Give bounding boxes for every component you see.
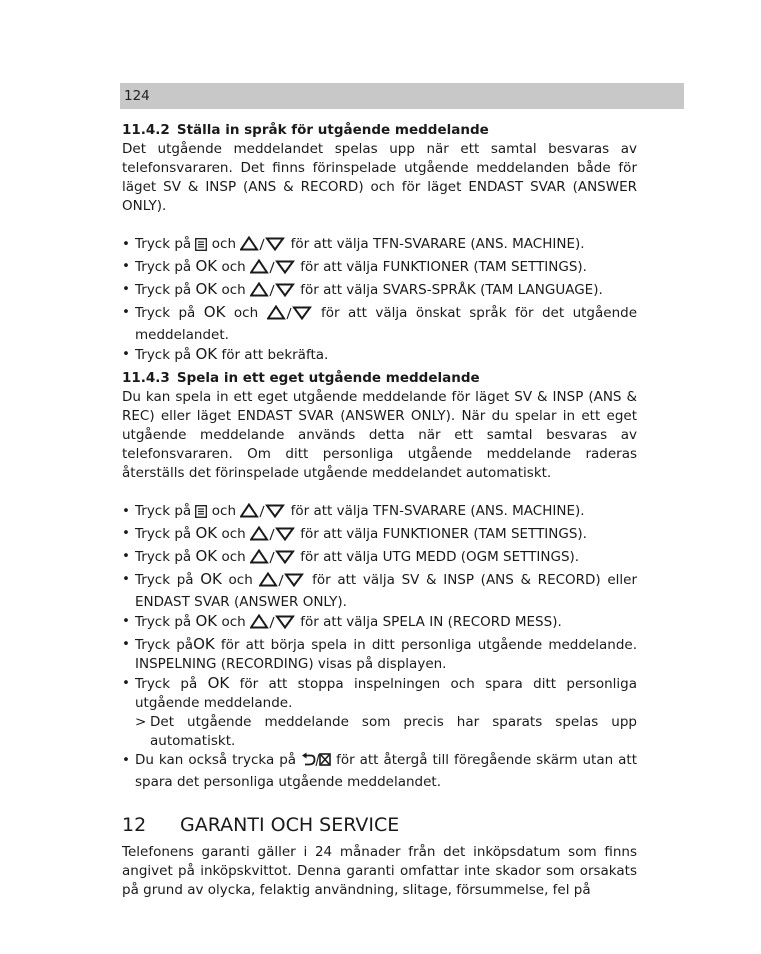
menu-key-icon bbox=[195, 238, 207, 257]
step-list bbox=[122, 751, 637, 792]
up-down-arrows-icon bbox=[259, 572, 305, 593]
step-list bbox=[122, 502, 637, 713]
up-down-arrows-icon bbox=[250, 282, 296, 303]
section-heading-11-4-2 bbox=[122, 121, 637, 140]
up-down-arrows-icon bbox=[250, 526, 296, 547]
list-item: • Tryck på OK och för att välja FUNKTIONER (TAM SETTINGS). bbox=[122, 257, 637, 280]
ok-key-icon: OK bbox=[195, 257, 218, 275]
list-item: • Tryck på OK och för att välja SV & INSP (ANS & RECORD) eller ENDAST SVAR (ANSWER ONLY). bbox=[122, 570, 637, 612]
list-item: • Du kan också trycka på för att återgå till föregående skärm utan att spara det personliga utgående meddelandet. bbox=[122, 751, 637, 792]
list-item: • Tryck på OK för att stoppa inspelningen och spara ditt personliga utgående meddelande. bbox=[122, 674, 637, 713]
ok-key-icon: OK bbox=[203, 303, 226, 321]
sub-note-marker: > bbox=[135, 714, 147, 730]
back-clear-key-icon bbox=[301, 752, 331, 773]
section-intro: Du kan spela in ett eget utgående meddelande för läget SV & INSP (ANS & REC) eller läget ENDAST SVAR (ANSWER ONLY). När du spelar in ett eget utgående meddelande används detta när ett samtal besvaras av telefonsvararen. Om ditt personliga utgående meddelande raderas återställs det förinspelade utgående meddelandet automatiskt. bbox=[122, 389, 637, 481]
sub-note bbox=[122, 713, 637, 751]
chapter-title: GARANTI OCH SERVICE bbox=[180, 814, 400, 836]
ok-key-icon: OK bbox=[195, 280, 218, 298]
list-item: • Tryck på OK och för att välja SPELA IN (RECORD MESS). bbox=[122, 612, 637, 635]
step-list bbox=[122, 235, 637, 365]
up-down-arrows-icon bbox=[250, 614, 296, 635]
ok-key-icon: OK bbox=[193, 635, 215, 653]
list-item: • Tryck på OK och för att välja UTG MEDD (OGM SETTINGS). bbox=[122, 547, 637, 570]
list-item: • Tryck på OK för att bekräfta. bbox=[122, 345, 637, 365]
chapter-text: Telefonens garanti gäller i 24 månader från det inköpsdatum som finns angivet på inköpskvittot. Denna garanti omfattar inte skador som orsakats på grund av olycka, felaktig användning, slitage, försummelse, fel på bbox=[122, 844, 637, 898]
section-intro: Det utgående meddelandet spelas upp när ett samtal besvaras av telefonsvararen. Det finns förinspelade utgående meddelanden både för läget SV & INSP (ANS & RECORD) och för läget ENDAST SVAR (ANSWER ONLY). bbox=[122, 141, 637, 214]
section-number: 11.4.2 bbox=[122, 122, 170, 138]
up-down-arrows-icon bbox=[240, 503, 286, 524]
ok-key-icon: OK bbox=[195, 547, 218, 565]
page-number: 124 bbox=[124, 88, 150, 104]
menu-key-icon bbox=[195, 505, 207, 524]
up-down-arrows-icon bbox=[250, 259, 296, 280]
section-title: Spela in ett eget utgående meddelande bbox=[176, 370, 480, 386]
sub-note-text: Det utgående meddelande som precis har sparats spelas upp automatiskt. bbox=[150, 714, 637, 749]
page-header-bar bbox=[120, 83, 684, 109]
list-item: • Tryck på och för att välja TFN-SVARARE (ANS. MACHINE). bbox=[122, 502, 637, 524]
up-down-arrows-icon bbox=[240, 236, 286, 257]
ok-key-icon: OK bbox=[200, 570, 222, 588]
ok-key-icon: OK bbox=[195, 612, 218, 630]
ok-key-icon: OK bbox=[195, 524, 218, 542]
list-item: • Tryck på OK och för att välja SVARS-SPRÅK (TAM LANGUAGE). bbox=[122, 280, 637, 303]
chapter-number: 12 bbox=[122, 814, 147, 836]
section-number: 11.4.3 bbox=[122, 370, 170, 386]
list-item: • Tryck på OK och för att välja FUNKTIONER (TAM SETTINGS). bbox=[122, 524, 637, 547]
section-title: Ställa in språk för utgående meddelande bbox=[176, 122, 489, 138]
list-item: • Tryck påOK för att börja spela in ditt personliga utgående meddelande. INSPELNING (RECORDING) visas på displayen. bbox=[122, 635, 637, 674]
page-content bbox=[122, 121, 637, 900]
section-heading-11-4-3 bbox=[122, 369, 637, 388]
ok-key-icon: OK bbox=[207, 674, 230, 692]
list-item: • Tryck på och för att välja TFN-SVARARE (ANS. MACHINE). bbox=[122, 235, 637, 257]
ok-key-icon: OK bbox=[195, 345, 218, 363]
up-down-arrows-icon bbox=[250, 549, 296, 570]
up-down-arrows-icon bbox=[267, 305, 313, 326]
chapter-heading-12 bbox=[122, 813, 637, 837]
list-item: • Tryck på OK och för att välja önskat språk för det utgående meddelandet. bbox=[122, 303, 637, 345]
